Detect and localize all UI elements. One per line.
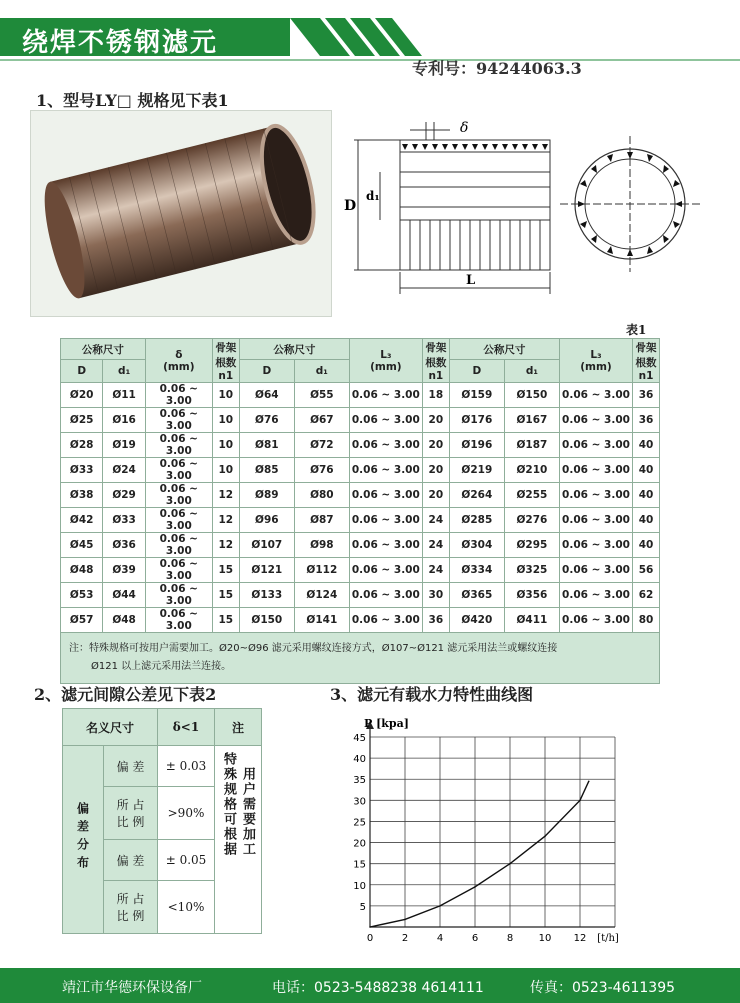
table-cell: 12 xyxy=(212,483,239,508)
table-cell: 15 xyxy=(212,558,239,583)
dim-D: D xyxy=(344,198,357,214)
th-L3-2: L₃ (mm) xyxy=(560,339,633,383)
table-cell: Ø45 xyxy=(61,533,103,558)
section3-title: 3、滤元有载水力特性曲线图 xyxy=(330,685,534,704)
table-cell: Ø107 xyxy=(239,533,294,558)
x-tick-label: 6 xyxy=(471,933,479,944)
t2-r4b: <10% xyxy=(158,881,215,934)
table-cell: Ø124 xyxy=(294,583,349,608)
table-cell: 0.06 ~ 3.00 xyxy=(560,608,633,633)
y-tick-label: 20 xyxy=(353,838,366,850)
table-cell: 12 xyxy=(212,508,239,533)
table-cell: 0.06 ~ 3.00 xyxy=(145,483,212,508)
table-cell: Ø24 xyxy=(103,458,145,483)
th-frame-3: 骨架根数 n1 xyxy=(633,339,660,383)
footer xyxy=(0,968,740,1003)
series-point xyxy=(579,800,581,802)
table-cell: 0.06 ~ 3.00 xyxy=(560,483,633,508)
table-cell: Ø159 xyxy=(449,383,504,408)
table-cell: 20 xyxy=(422,433,449,458)
table-cell: Ø365 xyxy=(449,583,504,608)
table-cell: Ø219 xyxy=(449,458,504,483)
table-cell: Ø44 xyxy=(103,583,145,608)
table-cell: Ø112 xyxy=(294,558,349,583)
table-row xyxy=(61,558,660,583)
th-D-2: D xyxy=(239,360,294,383)
table-cell: 0.06 ~ 3.00 xyxy=(145,608,212,633)
table-cell: 18 xyxy=(422,383,449,408)
table-cell: 15 xyxy=(212,608,239,633)
table-cell: 0.06 ~ 3.00 xyxy=(560,508,633,533)
table-cell: 80 xyxy=(633,608,660,633)
table-cell: Ø334 xyxy=(449,558,504,583)
table-cell: Ø81 xyxy=(239,433,294,458)
table-cell: 40 xyxy=(633,483,660,508)
y-tick-label: 45 xyxy=(353,733,366,744)
y-tick-label: 35 xyxy=(353,775,366,787)
table-cell: 24 xyxy=(422,558,449,583)
filter-cylinder-illustration xyxy=(31,111,331,316)
note-line-1: 注：特殊规格可按用户需要加工。Ø20~Ø96 滤元采用螺纹连接方式，Ø107~Ø121 滤元采用法兰或螺纹连接 xyxy=(69,643,558,654)
table-cell: 0.06 ~ 3.00 xyxy=(349,583,422,608)
th-d1-3: d₁ xyxy=(504,360,559,383)
table-cell: Ø150 xyxy=(239,608,294,633)
y-tick-label: 10 xyxy=(353,880,366,892)
table-cell: 0.06 ~ 3.00 xyxy=(560,583,633,608)
table-cell: 0.06 ~ 3.00 xyxy=(560,458,633,483)
table-cell: Ø87 xyxy=(294,508,349,533)
x-tick-label: 4 xyxy=(436,933,444,944)
x-tick-label: 10 xyxy=(538,933,552,944)
note-line-2: Ø121 以上滤元采用法兰连接。 xyxy=(91,661,232,672)
table-row xyxy=(61,508,660,533)
table-cell: Ø187 xyxy=(504,433,559,458)
table-cell: 30 xyxy=(422,583,449,608)
series-point xyxy=(509,863,511,865)
table-cell: Ø76 xyxy=(294,458,349,483)
t2-r2b: >90% xyxy=(158,787,215,840)
table-cell: Ø57 xyxy=(61,608,103,633)
table-cell: 0.06 ~ 3.00 xyxy=(349,558,422,583)
table-cell: 20 xyxy=(422,458,449,483)
th-delta: δ (mm) xyxy=(145,339,212,383)
table-row xyxy=(61,533,660,558)
series-point xyxy=(588,781,590,783)
x-tick-label: 8 xyxy=(506,933,514,944)
table-cell: Ø67 xyxy=(294,408,349,433)
t2-note: 特殊规格可根据 用户需要加工 xyxy=(215,746,262,934)
table-cell: 0.06 ~ 3.00 xyxy=(560,383,633,408)
y-tick-label: 25 xyxy=(353,817,366,829)
table-row xyxy=(61,583,660,608)
table-cell: 0.06 ~ 3.00 xyxy=(145,408,212,433)
t2-r3b: ± 0.05 xyxy=(158,840,215,881)
table-cell: 0.06 ~ 3.00 xyxy=(349,383,422,408)
table-cell: Ø28 xyxy=(61,433,103,458)
table-cell: Ø325 xyxy=(504,558,559,583)
x-tick-label: 12 xyxy=(573,933,587,944)
table-cell: 36 xyxy=(633,383,660,408)
t2-deviation: 偏差分布 xyxy=(63,746,104,934)
table-cell: Ø150 xyxy=(504,383,559,408)
th-nominal-3: 公称尺寸 xyxy=(449,339,559,360)
table1-caption: 表1 xyxy=(626,323,647,337)
y-tick-label: 40 xyxy=(353,754,366,766)
table-cell: Ø133 xyxy=(239,583,294,608)
table-cell: 0.06 ~ 3.00 xyxy=(145,433,212,458)
th-nominal-2: 公称尺寸 xyxy=(239,339,349,360)
table-cell: 24 xyxy=(422,508,449,533)
table-cell: 0.06 ~ 3.00 xyxy=(349,508,422,533)
table-cell: 0.06 ~ 3.00 xyxy=(145,583,212,608)
table-cell: Ø356 xyxy=(504,583,559,608)
technical-drawing xyxy=(340,112,720,312)
table-cell: 12 xyxy=(212,533,239,558)
table-cell: 24 xyxy=(422,533,449,558)
table-cell: Ø121 xyxy=(239,558,294,583)
y-tick-label: 15 xyxy=(353,859,366,871)
table-cell: Ø20 xyxy=(61,383,103,408)
table-cell: Ø196 xyxy=(449,433,504,458)
footer-fax: 传真：0523-4611395 xyxy=(530,980,676,996)
section1-title: 1、型号LY□ 规格见下表1 xyxy=(36,91,229,110)
table-cell: Ø89 xyxy=(239,483,294,508)
th-frame-2: 骨架根数 n1 xyxy=(422,339,449,383)
th-D-3: D xyxy=(449,360,504,383)
table-row xyxy=(61,408,660,433)
t2-h-delta: δ<1 xyxy=(158,709,215,746)
hydraulic-curve-chart xyxy=(350,705,640,950)
table-row xyxy=(61,383,660,408)
table-cell: 10 xyxy=(212,408,239,433)
y-tick-label: 30 xyxy=(353,796,366,808)
table-cell: Ø11 xyxy=(103,383,145,408)
t2-r3a: 偏 差 xyxy=(104,840,158,881)
table-cell: Ø276 xyxy=(504,508,559,533)
table-cell: Ø48 xyxy=(103,608,145,633)
x-tick-label: 2 xyxy=(401,933,409,944)
table-cell: Ø55 xyxy=(294,383,349,408)
series-point xyxy=(544,835,546,837)
table-cell: 0.06 ~ 3.00 xyxy=(560,433,633,458)
table-cell: Ø141 xyxy=(294,608,349,633)
table-cell: 0.06 ~ 3.00 xyxy=(560,558,633,583)
page-title: 绕焊不锈钢滤元 xyxy=(22,28,219,58)
table-cell: Ø96 xyxy=(239,508,294,533)
section2-title: 2、滤元间隙公差见下表2 xyxy=(34,685,217,704)
series-line xyxy=(370,781,589,927)
table-cell: Ø295 xyxy=(504,533,559,558)
table-cell: 10 xyxy=(212,433,239,458)
table-cell: Ø25 xyxy=(61,408,103,433)
table-cell: 0.06 ~ 3.00 xyxy=(349,433,422,458)
table-cell: Ø255 xyxy=(504,483,559,508)
table-cell: 36 xyxy=(422,608,449,633)
dim-d1: d₁ xyxy=(366,189,380,203)
table-cell: 40 xyxy=(633,458,660,483)
table-cell: 0.06 ~ 3.00 xyxy=(145,383,212,408)
table-cell: 0.06 ~ 3.00 xyxy=(560,408,633,433)
table-cell: 0.06 ~ 3.00 xyxy=(349,533,422,558)
table-cell: Ø285 xyxy=(449,508,504,533)
table-cell: Ø33 xyxy=(61,458,103,483)
table-cell: Ø98 xyxy=(294,533,349,558)
th-frame-1: 骨架根数 n1 xyxy=(212,339,239,383)
table-cell: 0.06 ~ 3.00 xyxy=(145,508,212,533)
table-cell: Ø176 xyxy=(449,408,504,433)
table-row xyxy=(61,458,660,483)
table-cell: Ø80 xyxy=(294,483,349,508)
t2-r4a: 所 占 比 例 xyxy=(104,881,158,934)
footer-phone: 电话：0523-5488238 4614111 xyxy=(272,980,484,996)
table-cell: Ø304 xyxy=(449,533,504,558)
th-nominal-1: 公称尺寸 xyxy=(61,339,146,360)
table-cell: 40 xyxy=(633,433,660,458)
table-cell: 20 xyxy=(422,483,449,508)
table-cell: 15 xyxy=(212,583,239,608)
table-cell: Ø42 xyxy=(61,508,103,533)
table-cell: Ø38 xyxy=(61,483,103,508)
table-cell: 10 xyxy=(212,458,239,483)
table-row xyxy=(61,433,660,458)
footer-company: 靖江市华德环保设备厂 xyxy=(62,980,202,996)
table-cell: Ø39 xyxy=(103,558,145,583)
table-cell: 0.06 ~ 3.00 xyxy=(145,533,212,558)
table-cell: Ø48 xyxy=(61,558,103,583)
table-cell: Ø411 xyxy=(504,608,559,633)
y-axis-label: P [kpa] xyxy=(364,717,409,730)
x-tick-label: 0 xyxy=(366,933,374,944)
table-cell: Ø210 xyxy=(504,458,559,483)
y-tick-label: 5 xyxy=(359,901,366,913)
table-cell: Ø76 xyxy=(239,408,294,433)
t2-r1b: ± 0.03 xyxy=(158,746,215,787)
patent-number: 专利号：94244063.3 xyxy=(412,59,582,78)
table-cell: Ø64 xyxy=(239,383,294,408)
table-cell: 40 xyxy=(633,508,660,533)
th-D-1: D xyxy=(61,360,103,383)
table-cell: Ø29 xyxy=(103,483,145,508)
table-cell: 36 xyxy=(633,408,660,433)
table-cell: Ø53 xyxy=(61,583,103,608)
tolerance-table xyxy=(62,708,262,934)
table-cell: 0.06 ~ 3.00 xyxy=(349,458,422,483)
dim-delta: δ xyxy=(460,120,469,136)
table-cell: Ø72 xyxy=(294,433,349,458)
t2-r1a: 偏 差 xyxy=(104,746,158,787)
table-cell: 0.06 ~ 3.00 xyxy=(560,533,633,558)
table-cell: 56 xyxy=(633,558,660,583)
table-cell: 0.06 ~ 3.00 xyxy=(145,458,212,483)
series-point xyxy=(404,919,406,921)
table-cell: 0.06 ~ 3.00 xyxy=(145,558,212,583)
dim-L: L xyxy=(466,273,476,288)
table-cell: Ø167 xyxy=(504,408,559,433)
spec-table-body xyxy=(61,383,660,633)
series-point xyxy=(439,905,441,907)
table-cell: Ø36 xyxy=(103,533,145,558)
th-L3-1: L₃ (mm) xyxy=(349,339,422,383)
table1-note xyxy=(61,633,660,684)
series-point xyxy=(369,926,371,928)
table-row xyxy=(61,483,660,508)
table-cell: 40 xyxy=(633,533,660,558)
table-cell: Ø16 xyxy=(103,408,145,433)
table-cell: Ø19 xyxy=(103,433,145,458)
th-d1-2: d₁ xyxy=(294,360,349,383)
table-cell: Ø420 xyxy=(449,608,504,633)
spec-table xyxy=(60,338,660,684)
table-cell: Ø85 xyxy=(239,458,294,483)
table-cell: 20 xyxy=(422,408,449,433)
table-cell: 0.06 ~ 3.00 xyxy=(349,608,422,633)
th-d1-1: d₁ xyxy=(103,360,145,383)
table-cell: Ø264 xyxy=(449,483,504,508)
t2-h-note: 注 xyxy=(215,709,262,746)
table-cell: 62 xyxy=(633,583,660,608)
x-axis-label: [t/h] xyxy=(597,933,619,944)
t2-r2a: 所 占 比 例 xyxy=(104,787,158,840)
table-row xyxy=(61,608,660,633)
table-cell: 0.06 ~ 3.00 xyxy=(349,483,422,508)
table-cell: 10 xyxy=(212,383,239,408)
product-photo xyxy=(30,110,332,317)
t2-h-name: 名义尺寸 xyxy=(63,709,158,746)
series-point xyxy=(474,886,476,888)
table-cell: 0.06 ~ 3.00 xyxy=(349,408,422,433)
table-cell: Ø33 xyxy=(103,508,145,533)
